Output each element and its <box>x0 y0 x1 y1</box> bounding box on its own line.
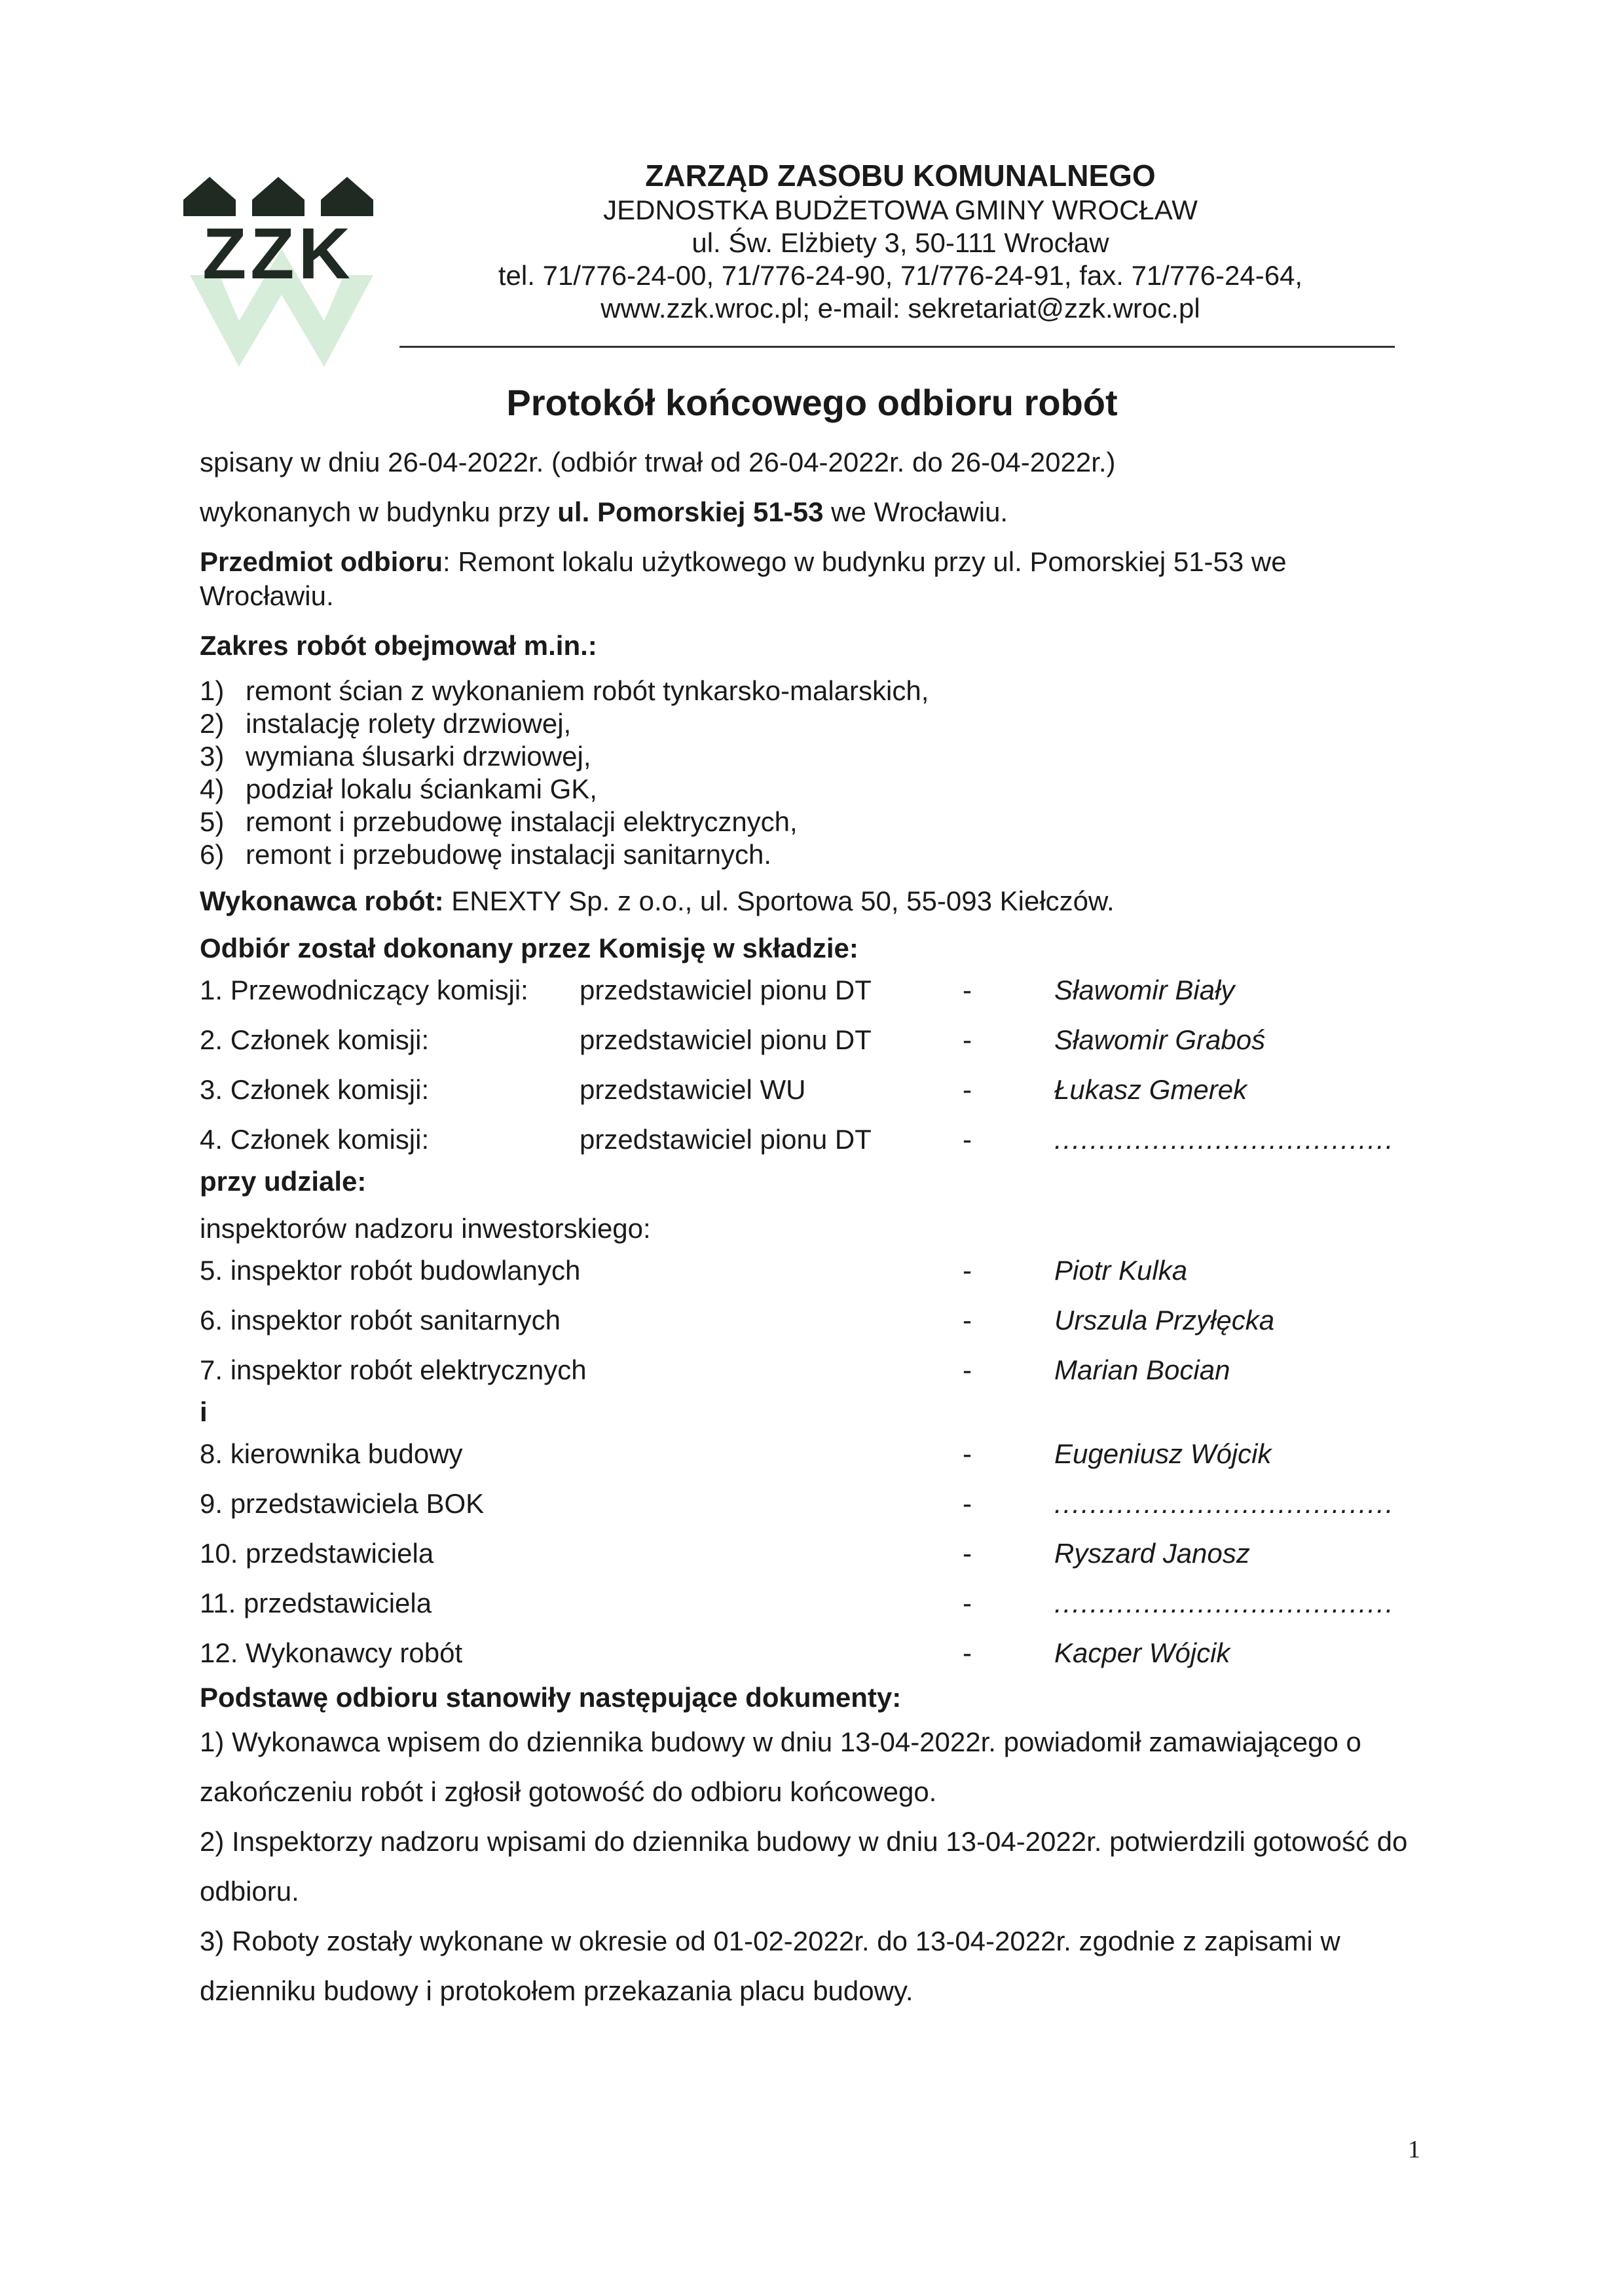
intro-location-prefix: wykonanych w budynku przy <box>200 496 558 527</box>
member-dash: - <box>963 1124 972 1155</box>
member-label: 3. Członek komisji: <box>200 1074 430 1105</box>
table-row <box>200 1479 1431 1529</box>
org-unit: JEDNOSTKA BUDŻETOWA GMINY WROCŁAW <box>603 195 1198 225</box>
member-label: 4. Członek komisji: <box>200 1124 430 1155</box>
logo-roof-1 <box>183 177 236 216</box>
intro-location-line <box>200 495 1431 529</box>
zzk-logo <box>177 170 386 380</box>
logo-roof-3 <box>321 177 373 216</box>
table-row <box>200 965 1431 1015</box>
table-row <box>200 1578 1431 1628</box>
basis-paragraph: 2) Inspektorzy nadzoru wpisami do dziennika budowy w dniu 13-04-2022r. potwierdzili gotowość do odbioru. <box>200 1826 1408 1907</box>
list-item <box>200 838 1431 871</box>
scope-item-text: remont ścian z wykonaniem robót tynkarsko-malarskich, <box>246 675 929 706</box>
subject-text-cont: Wrocławiu. <box>200 580 334 611</box>
contractor-line <box>200 884 1431 918</box>
participation-subheading: inspektorów nadzoru inwestorskiego: <box>200 1213 651 1244</box>
table-row <box>200 1115 1431 1165</box>
letterhead <box>458 157 1342 325</box>
participant-dash: - <box>963 1637 972 1668</box>
table-row <box>200 1015 1431 1065</box>
subject-label: Przedmiot odbioru <box>200 546 443 577</box>
list-item <box>200 707 1431 740</box>
list-item <box>200 740 1431 773</box>
other-participants <box>200 1429 1431 1678</box>
table-row <box>200 1296 1431 1345</box>
subject-line <box>200 545 1431 579</box>
scope-item-number: 4) <box>200 774 225 804</box>
participant-dash: - <box>963 1488 972 1519</box>
participant-dash: - <box>963 1538 972 1569</box>
scope-item-text: wymiana ślusarki drzwiowej, <box>246 741 591 772</box>
member-dash: - <box>963 1024 972 1055</box>
table-row <box>200 1529 1431 1578</box>
intro-location-address: ul. Pomorskiej 51-53 <box>557 496 824 527</box>
scope-item-number: 5) <box>200 806 225 837</box>
member-label: 2. Członek komisji: <box>200 1024 430 1055</box>
document-title: Protokół końcowego odbioru robót <box>506 382 1118 423</box>
scope-item-text: instalację rolety drzwiowej, <box>246 708 572 739</box>
participant-dash: - <box>963 1438 972 1469</box>
inspector-dash: - <box>963 1354 972 1385</box>
scope-item-number: 1) <box>200 675 225 706</box>
list-item <box>200 806 1431 838</box>
table-row <box>200 1429 1431 1479</box>
table-row <box>200 1065 1431 1115</box>
inspector-label: 7. inspektor robót elektrycznych <box>200 1354 587 1385</box>
member-name: Łukasz Gmerek <box>1054 1074 1247 1105</box>
member-role: przedstawiciel WU <box>580 1074 806 1105</box>
org-phones: tel. 71/776-24-00, 71/776-24-90, 71/776-24-91, fax. 71/776-24-64, <box>498 260 1303 291</box>
subject-text: : Remont lokalu użytkowego w budynku przy ul. Pomorskiej 51-53 we <box>443 546 1287 577</box>
contractor-text: ENEXTY Sp. z o.o., ul. Sportowa 50, 55-093 Kiełczów. <box>443 886 1115 916</box>
scope-heading: Zakres robót obejmował m.in.: <box>200 630 597 661</box>
scope-item-number: 2) <box>200 708 225 739</box>
org-address: ul. Św. Elżbiety 3, 50-111 Wrocław <box>692 227 1109 258</box>
page-number: 1 <box>1408 2136 1420 2163</box>
member-name: Sławomir Graboś <box>1054 1024 1266 1055</box>
inspector-name: Urszula Przyłęcka <box>1054 1305 1275 1335</box>
inspector-name: Marian Bocian <box>1054 1354 1230 1385</box>
member-role: przedstawiciel pionu DT <box>580 1024 872 1055</box>
list-item <box>200 773 1431 806</box>
scope-item-number: 6) <box>200 839 225 870</box>
scope-item-text: podział lokalu ściankami GK, <box>246 774 597 804</box>
inspector-name: Piotr Kulka <box>1054 1255 1188 1286</box>
member-dash: - <box>963 1074 972 1105</box>
header-divider <box>399 346 1395 348</box>
inspector-label: 6. inspektor robót sanitarnych <box>200 1305 561 1335</box>
scope-list <box>200 675 1431 871</box>
scope-item-text: remont i przebudowę instalacji sanitarnych. <box>246 839 772 870</box>
basis-heading: Podstawę odbioru stanowiły następujące dokumenty: <box>200 1682 902 1713</box>
org-name: ZARZĄD ZASOBU KOMUNALNEGO <box>645 159 1156 193</box>
list-item <box>200 675 1431 707</box>
member-role: przedstawiciel pionu DT <box>580 1124 872 1155</box>
table-row <box>200 1345 1431 1395</box>
org-web-email: www.zzk.wroc.pl; e-mail: sekretariat@zzk.wroc.pl <box>600 293 1200 324</box>
participant-name: Ryszard Janosz <box>1054 1538 1250 1569</box>
table-row <box>200 1628 1431 1678</box>
member-role: przedstawiciel pionu DT <box>580 975 872 1005</box>
participation-heading: przy udziale: <box>200 1166 367 1197</box>
basis-section <box>200 1678 1431 2016</box>
commission-heading: Odbiór został dokonany przez Komisję w składzie: <box>200 933 858 963</box>
intro-location-suffix: we Wrocławiu. <box>823 496 1008 527</box>
participant-name: Kacper Wójcik <box>1054 1637 1230 1668</box>
basis-paragraph: 1) Wykonawca wpisem do dziennika budowy w dniu 13-04-2022r. powiadomił zamawiającego o zakończeniu robót i zgłosił gotowość do odbioru końcowego. <box>200 1726 1361 1807</box>
participant-label: 12. Wykonawcy robót <box>200 1637 463 1668</box>
logo-text: ZZK <box>202 214 354 294</box>
logo-roof-2 <box>252 177 304 216</box>
basis-paragraph: 3) Roboty zostały wykonane w okresie od 01-02-2022r. do 13-04-2022r. zgodnie z zapisami w dzienniku budowy i protokołem przekazania placu budowy. <box>200 1926 1340 2006</box>
participant-dash: - <box>963 1588 972 1618</box>
inspector-label: 5. inspektor robót budowlanych <box>200 1255 581 1286</box>
participant-name-blank: ...................................... <box>1054 1588 1395 1618</box>
inspector-dash: - <box>963 1255 972 1286</box>
participation-and: i <box>200 1396 208 1427</box>
inspector-dash: - <box>963 1305 972 1335</box>
member-name-blank: ...................................... <box>1054 1124 1395 1155</box>
scope-item-text: remont i przebudowę instalacji elektrycznych, <box>246 806 798 837</box>
participant-label: 10. przedstawiciela <box>200 1538 434 1569</box>
table-row <box>200 1246 1431 1296</box>
commission-members <box>200 965 1431 1165</box>
participant-label: 8. kierownika budowy <box>200 1438 463 1469</box>
inspector-list <box>200 1246 1431 1395</box>
scope-item-number: 3) <box>200 741 225 772</box>
participant-label: 9. przedstawiciela BOK <box>200 1488 485 1519</box>
participant-name-blank: ...................................... <box>1054 1488 1395 1519</box>
member-dash: - <box>963 975 972 1005</box>
participant-label: 11. przedstawiciela <box>200 1588 432 1618</box>
document-body <box>200 445 1431 2016</box>
contractor-label: Wykonawca robót: <box>200 886 444 916</box>
member-label: 1. Przewodniczący komisji: <box>200 975 528 1005</box>
member-name: Sławomir Biały <box>1054 975 1235 1005</box>
intro-date-line: spisany w dniu 26-04-2022r. (odbiór trwał od 26-04-2022r. do 26-04-2022r.) <box>200 447 1116 477</box>
participant-name: Eugeniusz Wójcik <box>1054 1438 1272 1469</box>
